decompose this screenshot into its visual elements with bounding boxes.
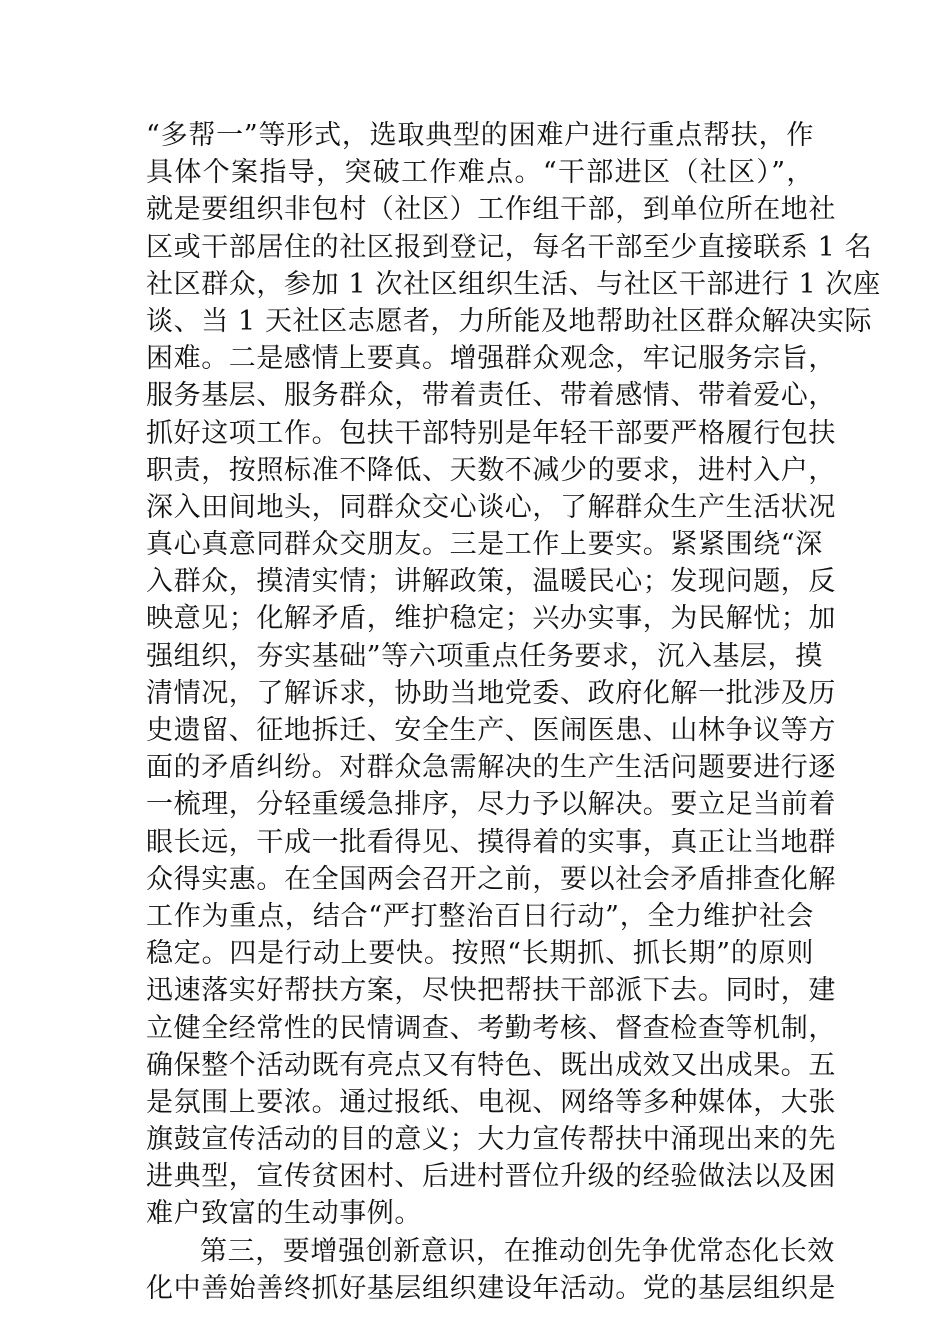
- text-line: 立健全经常性的民情调查、考勤考核、督查检查等机制，: [146, 1012, 836, 1044]
- text-line: 社区群众，参加 1 次社区组织生活、与社区干部进行 1 次座: [146, 268, 881, 300]
- body-text: [146, 117, 881, 1307]
- text-line: 史遗留、征地拆迁、安全生产、医闹医患、山林争议等方: [146, 715, 836, 746]
- text-line: 化中善始善终抓好基层组织建设年活动。党的基层组织是: [146, 1272, 836, 1304]
- text-line: 谈、当 1 天社区志愿者，力所能及地帮助社区群众解决实际: [146, 305, 873, 337]
- text-line: 真心真意同群众交朋友。三是工作上要实。紧紧围绕“深: [146, 529, 823, 561]
- text-line: 确保整个活动既有亮点又有特色、既出成效又出成果。五: [146, 1049, 836, 1081]
- text-line: 眼长远，干成一批看得见、摸得着的实事，真正让当地群: [146, 826, 836, 858]
- text-line: 进典型，宣传贫困村、后进村晋位升级的经验做法以及困: [146, 1161, 836, 1193]
- text-line: 是氛围上要浓。通过报纸、电视、网络等多种媒体，大张: [146, 1086, 836, 1118]
- text-line: 旗鼓宣传活动的目的意义；大力宣传帮扶中涌现出来的先: [146, 1124, 836, 1156]
- text-line: 区或干部居住的社区报到登记，每名干部至少直接联系 1 名: [146, 231, 873, 263]
- text-line: 面的矛盾纠纷。对群众急需解决的生产生活问题要进行逐: [146, 752, 836, 784]
- text-line: 映意见；化解矛盾，维护稳定；兴办实事，为民解忧；加: [146, 603, 836, 635]
- text-line: 困难。二是感情上要真。增强群众观念，牢记服务宗旨，: [146, 343, 836, 375]
- text-line-paragraph-end: 难户致富的生动事例。: [146, 1198, 422, 1230]
- text-line: 清情况，了解诉求，协助当地党委、政府化解一批涉及历: [146, 677, 836, 709]
- text-line: 服务基层、服务群众，带着责任、带着感情、带着爱心，: [146, 380, 836, 412]
- text-line: 工作为重点，结合“严打整治百日行动”，全力维护社会: [146, 900, 814, 932]
- text-line-paragraph-start: 第三，要增强创新意识，在推动创先争优常态化长效: [200, 1235, 835, 1267]
- text-line: 一梳理，分轻重缓急排序，尽力予以解决。要立足当前着: [146, 789, 836, 821]
- text-line: “多帮一”等形式，选取典型的困难户进行重点帮扶，作: [146, 120, 814, 151]
- text-line: 众得实惠。在全国两会召开之前，要以社会矛盾排查化解: [146, 863, 836, 895]
- text-line: 迅速落实好帮扶方案，尽快把帮扶干部派下去。同时，建: [146, 975, 836, 1007]
- text-line: 具体个案指导，突破工作难点。“干部进区（社区）”，: [146, 157, 814, 189]
- text-line: 抓好这项工作。包扶干部特别是年轻干部要严格履行包扶: [146, 417, 836, 449]
- text-line: 强组织，夯实基础”等六项重点任务要求，沉入基层，摸: [146, 640, 823, 672]
- text-line: 入群众，摸清实情；讲解政策，温暖民心；发现问题，反: [146, 566, 836, 598]
- text-line: 稳定。四是行动上要快。按照“长期抓、抓长期”的原则: [146, 938, 814, 970]
- text-line: 深入田间地头，同群众交心谈心，了解群众生产生活状况: [146, 491, 836, 523]
- text-line: 就是要组织非包村（社区）工作组干部，到单位所在地社: [146, 194, 836, 226]
- text-line: 职责，按照标准不降低、天数不减少的要求，进村入户，: [146, 454, 836, 486]
